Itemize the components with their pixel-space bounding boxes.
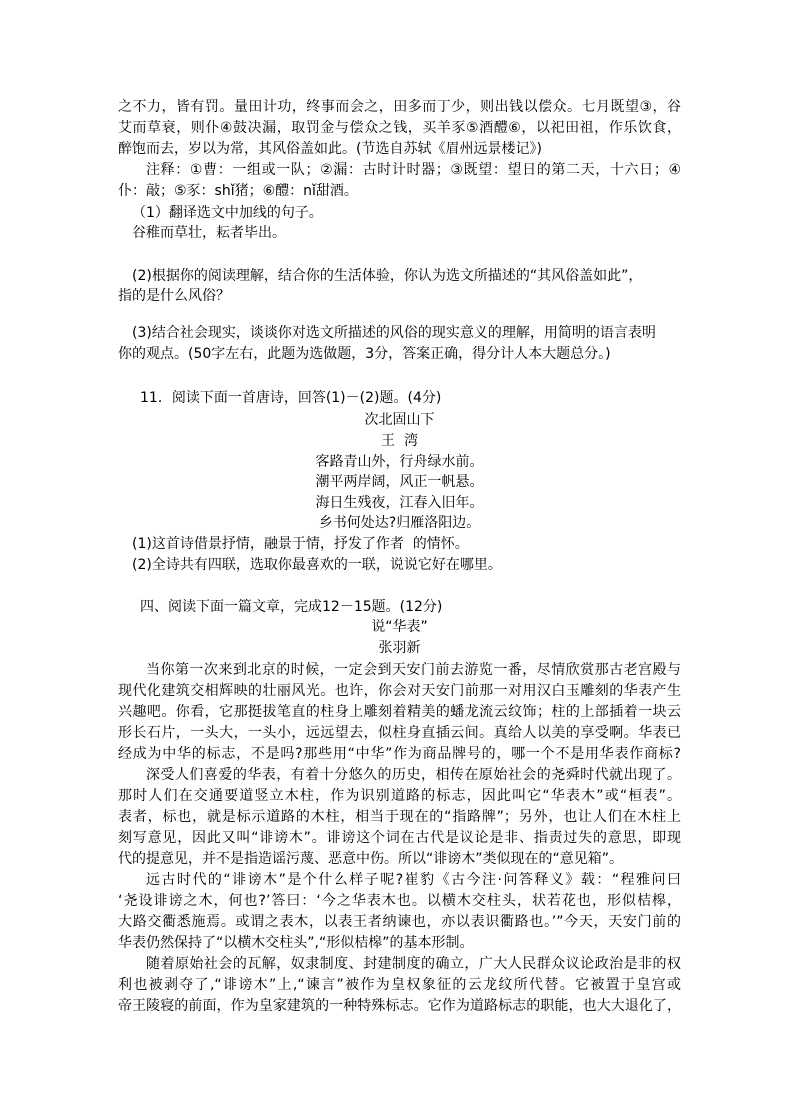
article-author: 张羽新 <box>378 640 421 656</box>
article-line: 代的提意见，并不是指造谣污蔑、恶意中伤。所以“诽谤木”类似现在的“意见箱”。 <box>118 851 624 867</box>
article-line: 深受人们喜爱的华表，有着十分悠久的历史，相传在原始社会的尧舜时代就出现了。 <box>146 767 681 783</box>
section-4-heading: 四、阅读下面一篇文章，完成12－15题。(12分) <box>140 599 443 615</box>
poem-line: 客路青山外，行舟绿水前。 <box>315 454 484 470</box>
question-11-heading: 11．阅读下面一首唐诗，回答(1)－(2)题。(4分) <box>140 390 442 406</box>
article-line: 现代化建筑交相辉映的壮丽风光。也许，你会对天安门前那一对用汉白玉雕刻的华表产生 <box>118 683 681 699</box>
passage-line: 之不力，皆有罚。量田计功，终事而会之，田多而丁少，则出钱以偿众。七月既望③，谷 <box>118 99 681 115</box>
question-11-1: (1)这首诗借景抒情，融景于情，抒发了作者 的情怀。 <box>132 536 469 552</box>
question-10-1-sentence: 谷稚而草壮，耘者毕出。 <box>132 225 286 241</box>
notes-line: 仆：敲；⑤豕：shǐ猪；⑥醴：nǐ甜酒。 <box>118 183 358 199</box>
article-line: ‘尧设诽谤之木，何也?’答曰：‘今之华表木也。以横木交柱头，状若花也，形似桔槔， <box>118 893 681 909</box>
passage-line: 艾而草衰，则仆④鼓决漏，取罚金与偿众之钱，买羊豕⑤酒醴⑥，以祀田祖，作乐饮食， <box>118 120 681 136</box>
question-10-1: （1）翻译选文中加线的句子。 <box>132 205 323 221</box>
article-title: 说“华表” <box>371 619 428 635</box>
article-line: 经成为中华的标志，不是吗?那些用“中华”作为商品牌号的，哪一个不是用华表作商标? <box>118 746 681 762</box>
question-11-2: (2)全诗共有四联，选取你最喜欢的一联，说说它好在哪里。 <box>132 557 502 573</box>
question-10-3: (3)结合社会现实，谈谈你对选文所描述的风俗的现实意义的理解，用简明的语言表明 <box>132 325 656 341</box>
poem-title: 次北固山下 <box>364 412 435 428</box>
question-10-3: 你的观点。(50字左右，此题为选做题，3分，答案正确，得分计人本大题总分。) <box>118 346 611 362</box>
article-line: 形长石片，一头大，一头小，远远望去，似柱身直插云间。真给人以美的享受啊。华表已 <box>118 725 681 741</box>
poem-line: 海日生残夜，江春入旧年。 <box>315 495 484 511</box>
article-line: 远古时代的“诽谤木”是个什么样子呢?崔豹《古今注·问答释义》载：“程雅问曰 <box>146 872 681 888</box>
article-line: 随着原始社会的瓦解，奴隶制度、封建制度的确立，广大人民群众议论政治是非的权 <box>146 956 681 972</box>
passage-line: 醉饱而去，岁以为常，其风俗盖如此。(节选自苏轼《眉州远景楼记》) <box>118 141 542 157</box>
poem-line: 乡书何处达?归雁洛阳边。 <box>318 515 481 531</box>
article-line: 兴趣吧。你看，它那挺拔笔直的柱身上雕刻着精美的蟠龙流云纹饰；柱的上部插着一块云 <box>118 704 681 720</box>
article-line: 大路交衢悉施焉。或谓之表木，以表王者纳谏也，亦以表识衢路也。’”今天，天安门前的 <box>118 914 681 930</box>
article-line: 表者，标也，就是标示道路的木柱，相当于现在的“指路牌”；另外，也让人们在木柱上 <box>118 809 681 825</box>
article-line: 那时人们在交通要道竖立木柱，作为识别道路的标志，因此叫它“华表木”或“桓表”。 <box>118 788 681 804</box>
notes-line: 注释：①曹：一组或一队；②漏：古时计时器；③既望：望日的第二天，十六日；④ <box>146 162 681 178</box>
article-line: 华表仍然保持了“以横木交柱头”,“形似桔槔”的基本形制。 <box>118 935 474 951</box>
article-line: 利也被剥夺了,“诽谤木”上,“谏言”被作为皇权象征的云龙纹所代替。它被置于皇宫或 <box>118 977 681 993</box>
article-line: 当你第一次来到北京的时候，一定会到天安门前去游览一番，尽情欣赏那古老宫殿与 <box>146 662 681 678</box>
article-line: 帝王陵寝的前面，作为皇家建筑的一种特殊标志。它作为道路标志的职能，也大大退化了， <box>118 998 681 1014</box>
poem-line: 潮平两岸阔，风正一帆悬。 <box>315 474 484 490</box>
poem-author: 王 湾 <box>381 433 418 449</box>
question-10-2: 指的是什么风俗？ <box>118 288 230 304</box>
question-10-2: (2)根据你的阅读理解，结合你的生活体验，你认为选文所描述的“其风俗盖如此”， <box>132 268 643 284</box>
article-line: 刻写意见，因此又叫“诽谤木”。诽谤这个词在古代是议论是非、指责过失的意思，即现 <box>118 830 681 846</box>
